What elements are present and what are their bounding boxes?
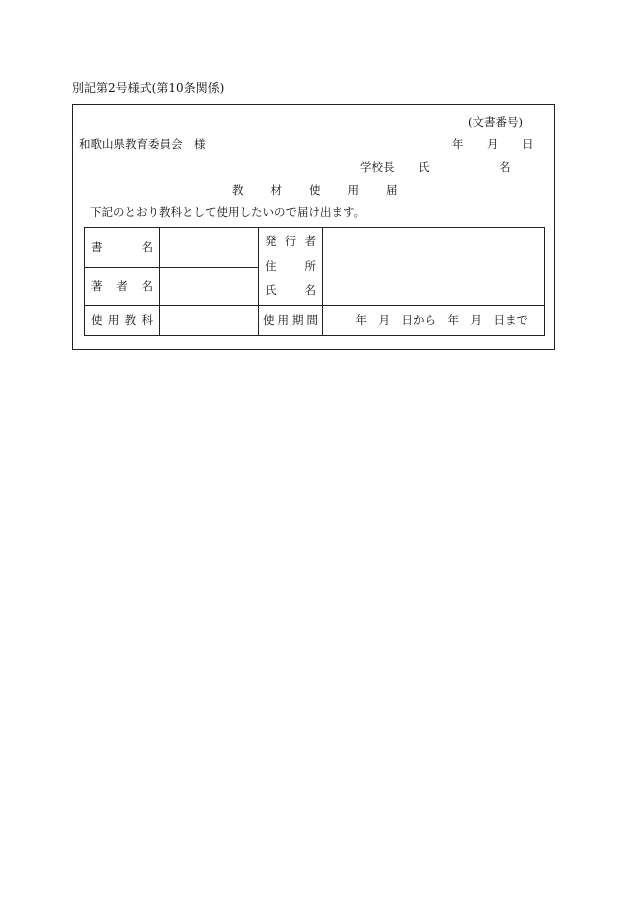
publisher-address-name-labels — [259, 228, 323, 306]
address-label: 住所 — [265, 258, 316, 273]
subject-label: 使用教科 — [85, 306, 160, 336]
author-cell — [160, 268, 259, 306]
document-number: (文書番号) — [468, 115, 523, 129]
publisher-info-cell — [323, 228, 545, 306]
body-text: 下記のとおり教科として使用したいので届け出ます。 — [90, 205, 366, 219]
period-value: 年 月 日から 年 月 日まで — [323, 306, 545, 336]
book-name-cell — [160, 228, 259, 268]
form-title: 教材使用届 — [232, 183, 425, 197]
name-label: 氏名 — [265, 283, 316, 298]
date-month: 月 — [487, 137, 499, 151]
addressee: 和歌山県教育委員会 様 — [79, 137, 206, 151]
material-table — [84, 227, 545, 336]
publisher-label: 発行者 — [265, 234, 316, 249]
date-day: 日 — [522, 137, 534, 151]
subject-cell — [160, 306, 259, 336]
book-name-label: 書名 — [85, 228, 160, 268]
form-label: 別記第2号様式(第10条関係) — [72, 81, 225, 95]
sender-name-label: 名 — [499, 160, 511, 174]
sender-title: 学校長 — [360, 160, 395, 174]
period-label: 使用期間 — [259, 306, 323, 336]
author-label: 著者名 — [85, 268, 160, 306]
sender-surname-label: 氏 — [418, 160, 430, 174]
date-year: 年 — [452, 137, 464, 151]
